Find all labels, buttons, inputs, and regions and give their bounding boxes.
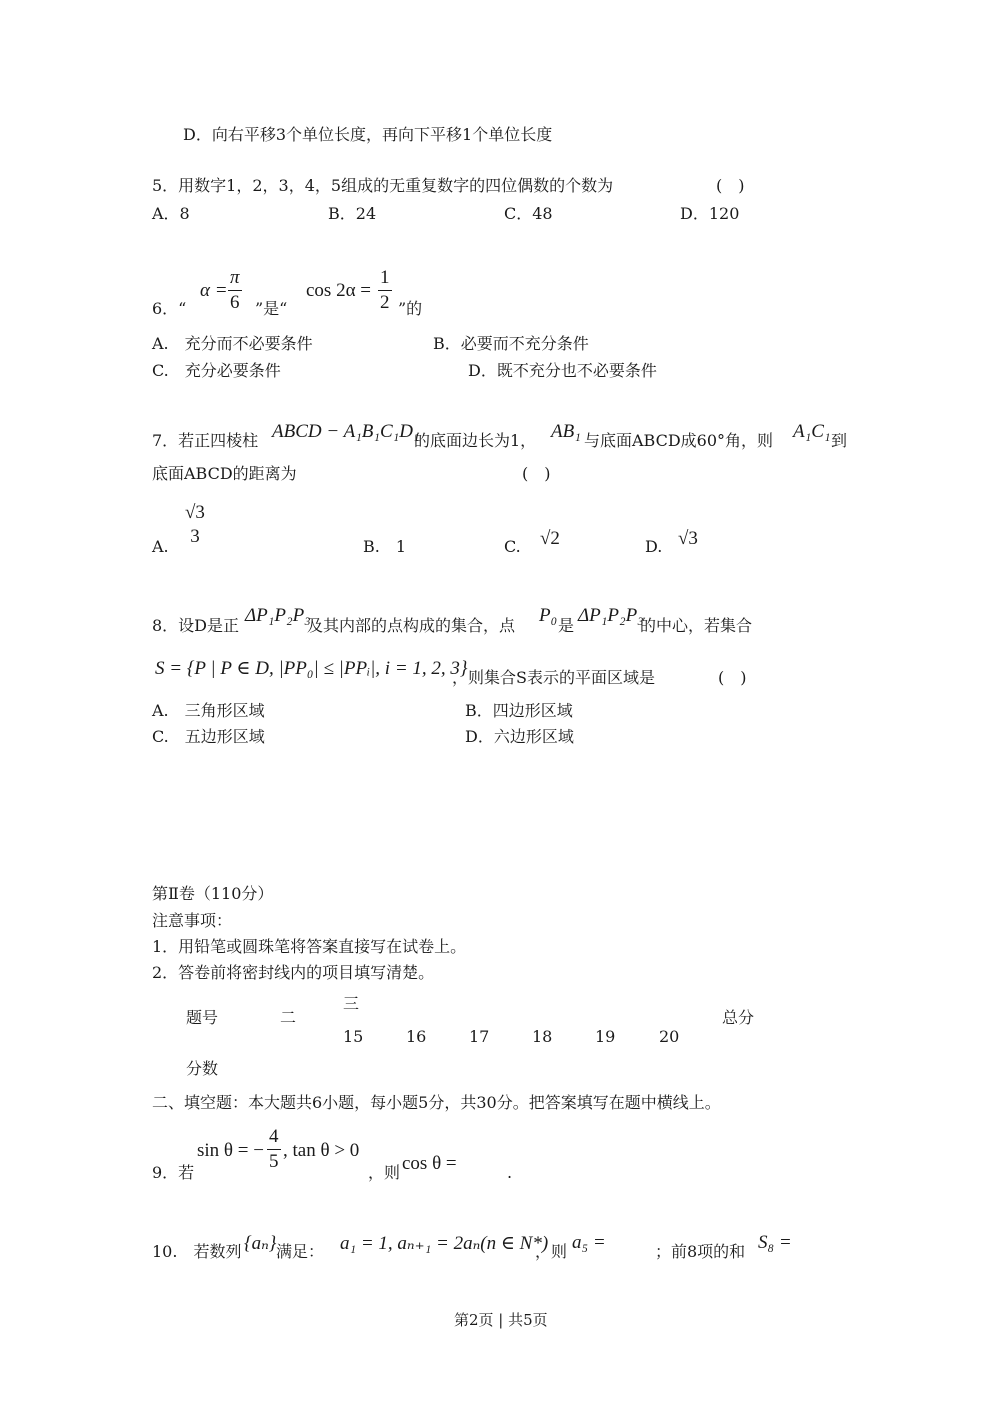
q7-prism: ABCD − A₁B₁C₁D₁ (272, 421, 420, 442)
score-table-col-17: 17 (469, 1027, 490, 1046)
score-table-er: 二 (280, 1008, 297, 1027)
q9-end: . (507, 1163, 513, 1182)
q10-condition: a₁ = 1, aₙ₊₁ = 2aₙ(n ∈ N*) (340, 1233, 549, 1254)
q5-stem: 5．用数字1，2，3，4，5组成的无重复数字的四位偶数的个数为 (152, 176, 614, 195)
q5-option-c: C．48 (504, 204, 553, 223)
q6-alpha-fraction (228, 266, 242, 315)
q7-a1c1: A₁C₁ (793, 421, 831, 442)
q7-option-a-label: A. (152, 537, 169, 556)
q5-answer-blank: ( ) (716, 176, 745, 195)
q9-sin-lhs: sin θ = − (197, 1140, 264, 1161)
q7-text-2: 与底面ABCD成60°角，则 (584, 431, 774, 450)
page-footer: 第2页 | 共5页 (454, 1311, 548, 1329)
q9-numerator: 4 (267, 1125, 281, 1150)
q6-alpha-numerator: π (228, 266, 242, 291)
q8-prefix: 8．设D是正 (152, 616, 240, 635)
q8-option-d: D．六边形区域 (465, 727, 574, 746)
q9-fraction (267, 1125, 281, 1174)
q8-text-2: 是 (558, 616, 575, 635)
q8-set-definition: S = {P | P ∈ D, |PP₀| ≤ |PPᵢ|, i = 1, 2, 3} (155, 658, 468, 679)
q9-then: ，则 (368, 1163, 401, 1182)
q6-option-b: B．必要而不充分条件 (433, 334, 589, 353)
score-table-san: 三 (343, 994, 360, 1013)
score-table-col-15: 15 (343, 1027, 364, 1046)
score-table-col-20: 20 (659, 1027, 680, 1046)
q6-prefix: 6．“ (152, 299, 187, 318)
q7-option-a-numerator: √3 (185, 502, 205, 523)
q10-prefix: 10. 若数列 (152, 1242, 242, 1261)
q8-option-c: C. 五边形区域 (152, 727, 265, 746)
part2-notes-title: 注意事项： (152, 911, 233, 930)
q6-cos-denominator: 2 (380, 292, 390, 313)
q6-suffix: ”的 (398, 299, 423, 318)
q7-prefix: 7．若正四棱柱 (152, 431, 259, 450)
q8-text-3: 的中心，若集合 (640, 616, 753, 635)
q9-tan-condition: , tan θ > 0 (283, 1140, 360, 1161)
q7-option-d-label: D. (645, 537, 663, 556)
q9-prefix: 9．若 (152, 1163, 195, 1182)
q10-sequence: {aₙ} (244, 1233, 277, 1254)
score-table-col-18: 18 (532, 1027, 553, 1046)
q8-triangle-2: ΔP₁P₂P₃ (578, 605, 644, 626)
q7-option-b: B. 1 (363, 537, 407, 556)
q8-text-4: ，则集合S表示的平面区域是 (452, 668, 655, 687)
q10-a5: a₅ = (572, 1232, 606, 1253)
q7-option-c-label: C. (504, 537, 521, 556)
score-table-fenshu: 分数 (186, 1059, 219, 1078)
q7-text-1: 的底面边长为1， (414, 431, 537, 450)
q5-option-d: D．120 (680, 204, 740, 223)
q6-option-d: D．既不充分也不必要条件 (468, 361, 657, 380)
q6-mid: ”是“ (255, 299, 288, 318)
q7-ab1: AB₁ (551, 421, 581, 442)
part2-note-1: 1．用铅笔或圆珠笔将答案直接写在试卷上。 (152, 937, 467, 956)
q8-answer-blank: ( ) (718, 668, 747, 687)
q7-line-2: 底面ABCD的距离为 (152, 464, 297, 483)
q5-option-a: A．8 (152, 204, 190, 223)
q9-cos: cos θ = (402, 1153, 457, 1174)
q6-alpha-lhs: α = (200, 280, 228, 301)
q6-cos-numerator: 1 (378, 266, 392, 291)
q10-s8: S₈ = (758, 1232, 792, 1253)
score-table-total: 总分 (722, 1008, 755, 1027)
q7-option-d-value: √3 (678, 528, 698, 549)
q8-text-1: 及其内部的点构成的集合，点 (307, 616, 516, 635)
q5-option-b: B．24 (328, 204, 377, 223)
q8-option-b: B．四边形区域 (465, 701, 573, 720)
q10-text-3: ；前8项的和 (655, 1242, 746, 1261)
q4-option-d: D．向右平移3个单位长度，再向下平移1个单位长度 (183, 125, 553, 144)
q7-answer-blank: ( ) (522, 464, 551, 483)
part2-note-2: 2．答卷前将密封线内的项目填写清楚。 (152, 963, 435, 982)
score-table-tihao: 题号 (186, 1008, 219, 1027)
q6-cos-fraction (378, 266, 392, 315)
section2-heading: 二、填空题：本大题共6小题，每小题5分，共30分。把答案填写在题中横线上。 (152, 1093, 721, 1112)
q6-option-a: A. 充分而不必要条件 (152, 334, 313, 353)
q6-option-c: C. 充分必要条件 (152, 361, 281, 380)
q6-alpha-denominator: 6 (230, 292, 240, 313)
q9-denominator: 5 (269, 1151, 279, 1172)
q8-p0: P₀ (539, 605, 558, 626)
score-table-col-19: 19 (595, 1027, 616, 1046)
q7-option-c-value: √2 (540, 528, 560, 549)
q7-option-a-fraction (183, 501, 207, 549)
q10-text-2: ，则 (535, 1242, 568, 1261)
q7-text-3: 到 (831, 431, 848, 450)
part2-title: 第Ⅱ卷（110分） (152, 884, 274, 903)
q7-option-a-denominator: 3 (190, 526, 200, 547)
q6-cos-lhs: cos 2α = (306, 280, 371, 301)
score-table-col-16: 16 (406, 1027, 427, 1046)
q8-triangle-1: ΔP₁P₂P₃ (245, 605, 311, 626)
q10-text-1: 满足： (276, 1242, 325, 1261)
q8-option-a: A. 三角形区域 (152, 701, 265, 720)
